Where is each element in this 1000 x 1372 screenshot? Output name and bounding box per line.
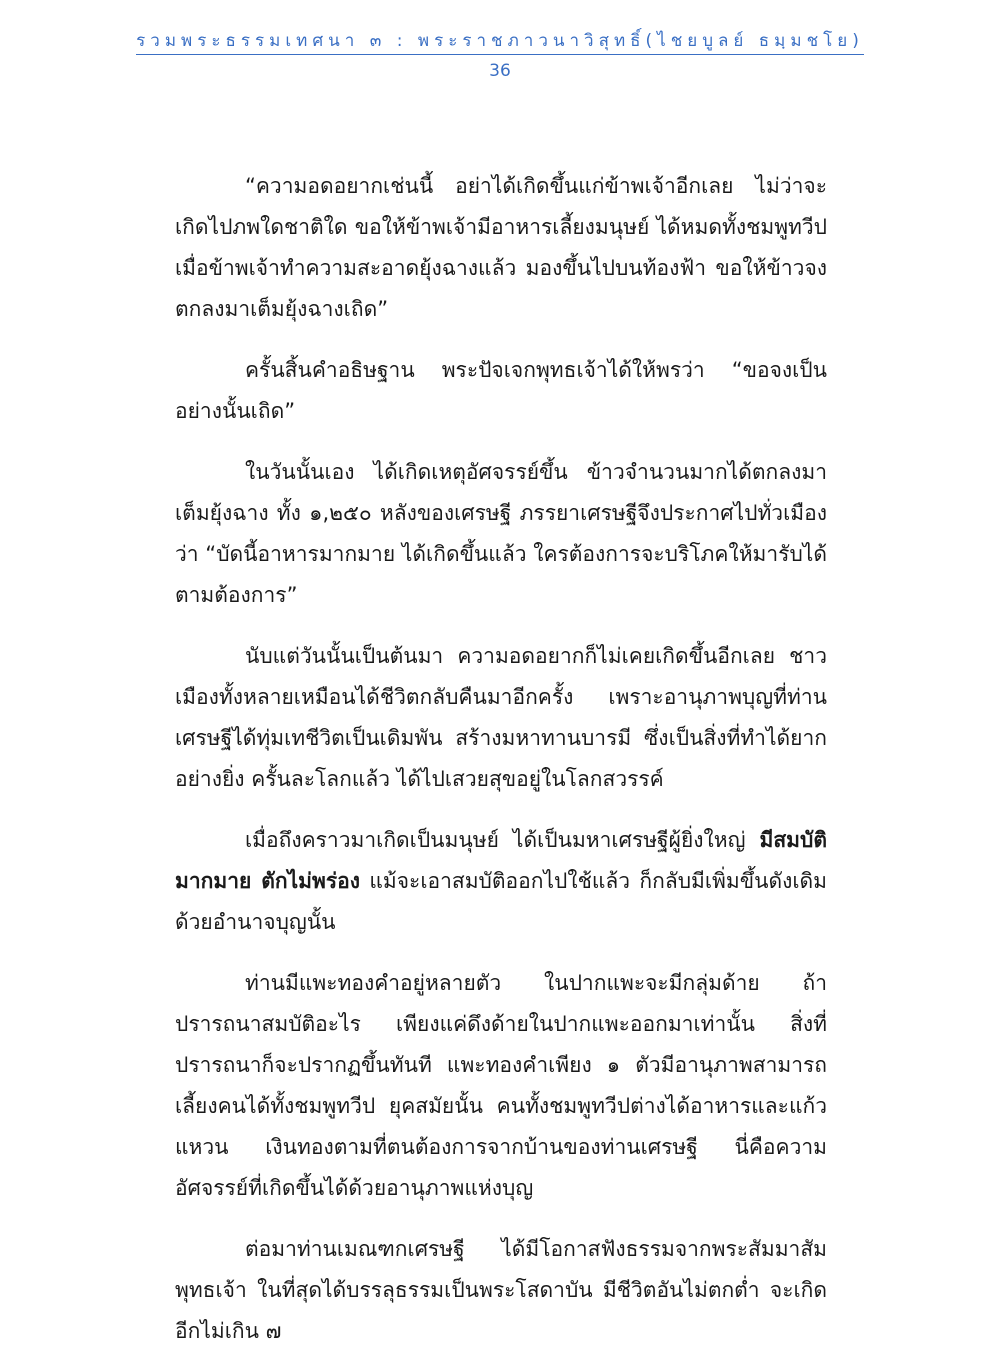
paragraph: นับแต่วันนั้นเป็นต้นมา ความอดอยากก็ไม่เคยเกิดขึ้นอีกเลย ชาวเมืองทั้งหลายเหมือนได้ชีวิตกลับคืนมาอีกครั้ง เพราะอานุภาพบุญที่ท่านเศรษฐีได้ทุ่มเทชีวิตเป็นเดิมพัน สร้างมหาทานบารมี ซึ่งเป็นสิ่งที่ทำได้ยากอย่างยิ่ง ครั้นละโลกแล้ว ได้ไปเสวยสุขอยู่ในโลกสวรรค์ [175,644,827,791]
paragraph-with-emphasis [175,820,827,943]
paragraph-text: เมื่อถึงคราวมาเกิดเป็นมนุษย์ ได้เป็นมหาเศรษฐีผู้ยิ่งใหญ่ [245,828,760,852]
running-header-title: รวมพระธรรมเทศนา ๓ : พระราชภาวนาวิสุทธิ์(ไชยบูลย์ ธมฺมชโย) [136,30,864,55]
body-text [175,166,827,1372]
emphasis-text: มีสมบัติมากมาย ตักไม่พร่อง [175,828,827,893]
paragraph: ต่อมาท่านเมณฑกเศรษฐี ได้มีโอกาสฟังธรรมจากพระสัมมาสัมพุทธเจ้า ในที่สุดได้บรรลุธรรมเป็นพระโสดาบัน มีชีวิตอันไม่ตกต่ำ จะเกิดอีกไม่เกิน ๗ [175,1237,827,1343]
paragraph: ครั้นสิ้นคำอธิษฐาน พระปัจเจกพุทธเจ้าได้ให้พรว่า “ขอจงเป็นอย่างนั้นเถิด” [175,358,827,423]
paragraph: ในวันนั้นเอง ได้เกิดเหตุอัศจรรย์ขึ้น ข้าวจำนวนมากได้ตกลงมาเต็มยุ้งฉาง ทั้ง ๑,๒๕๐ หลังของเศรษฐี ภรรยาเศรษฐีจึงประกาศไปทั่วเมืองว่า “บัดนี้อาหารมากมาย ได้เกิดขึ้นแล้ว ใครต้องการจะบริโภคให้มารับได้ตามต้องการ” [175,460,827,607]
page-number: 36 [489,61,511,81]
paragraph-text: แม้จะเอาสมบัติออกไปใช้แล้ว ก็กลับมีเพิ่มขึ้นดังเดิม ด้วยอำนาจบุญนั้น [175,869,827,934]
paragraph: ท่านมีแพะทองคำอยู่หลายตัว ในปากแพะจะมีกลุ่มด้าย ถ้าปรารถนาสมบัติอะไร เพียงแค่ดึงด้ายในปากแพะออกมาเท่านั้น สิ่งที่ปรารถนาก็จะปรากฏขึ้นทันที แพะทองคำเพียง ๑ ตัวมีอานุภาพสามารถเลี้ยงคนได้ทั้งชมพูทวีป ยุคสมัยนั้น คนทั้งชมพูทวีปต่างได้อาหารและแก้ว แหวน เงินทองตามที่ตนต้องการจากบ้านของท่านเศรษฐี นี่คือความอัศจรรย์ที่เกิดขึ้นได้ด้วยอานุภาพแห่งบุญ [175,971,827,1200]
page-header [0,30,1000,81]
paragraph: “ความอดอยากเช่นนี้ อย่าได้เกิดขึ้นแก่ข้าพเจ้าอีกเลย ไม่ว่าจะเกิดไปภพใดชาติใด ขอให้ข้าพเจ้ามีอาหารเลี้ยงมนุษย์ ได้หมดทั้งชมพูทวีป เมื่อข้าพเจ้าทำความสะอาดยุ้งฉางแล้ว มองขึ้นไปบนท้องฟ้า ขอให้ข้าวจงตกลงมาเต็มยุ้งฉางเถิด” [175,174,827,321]
